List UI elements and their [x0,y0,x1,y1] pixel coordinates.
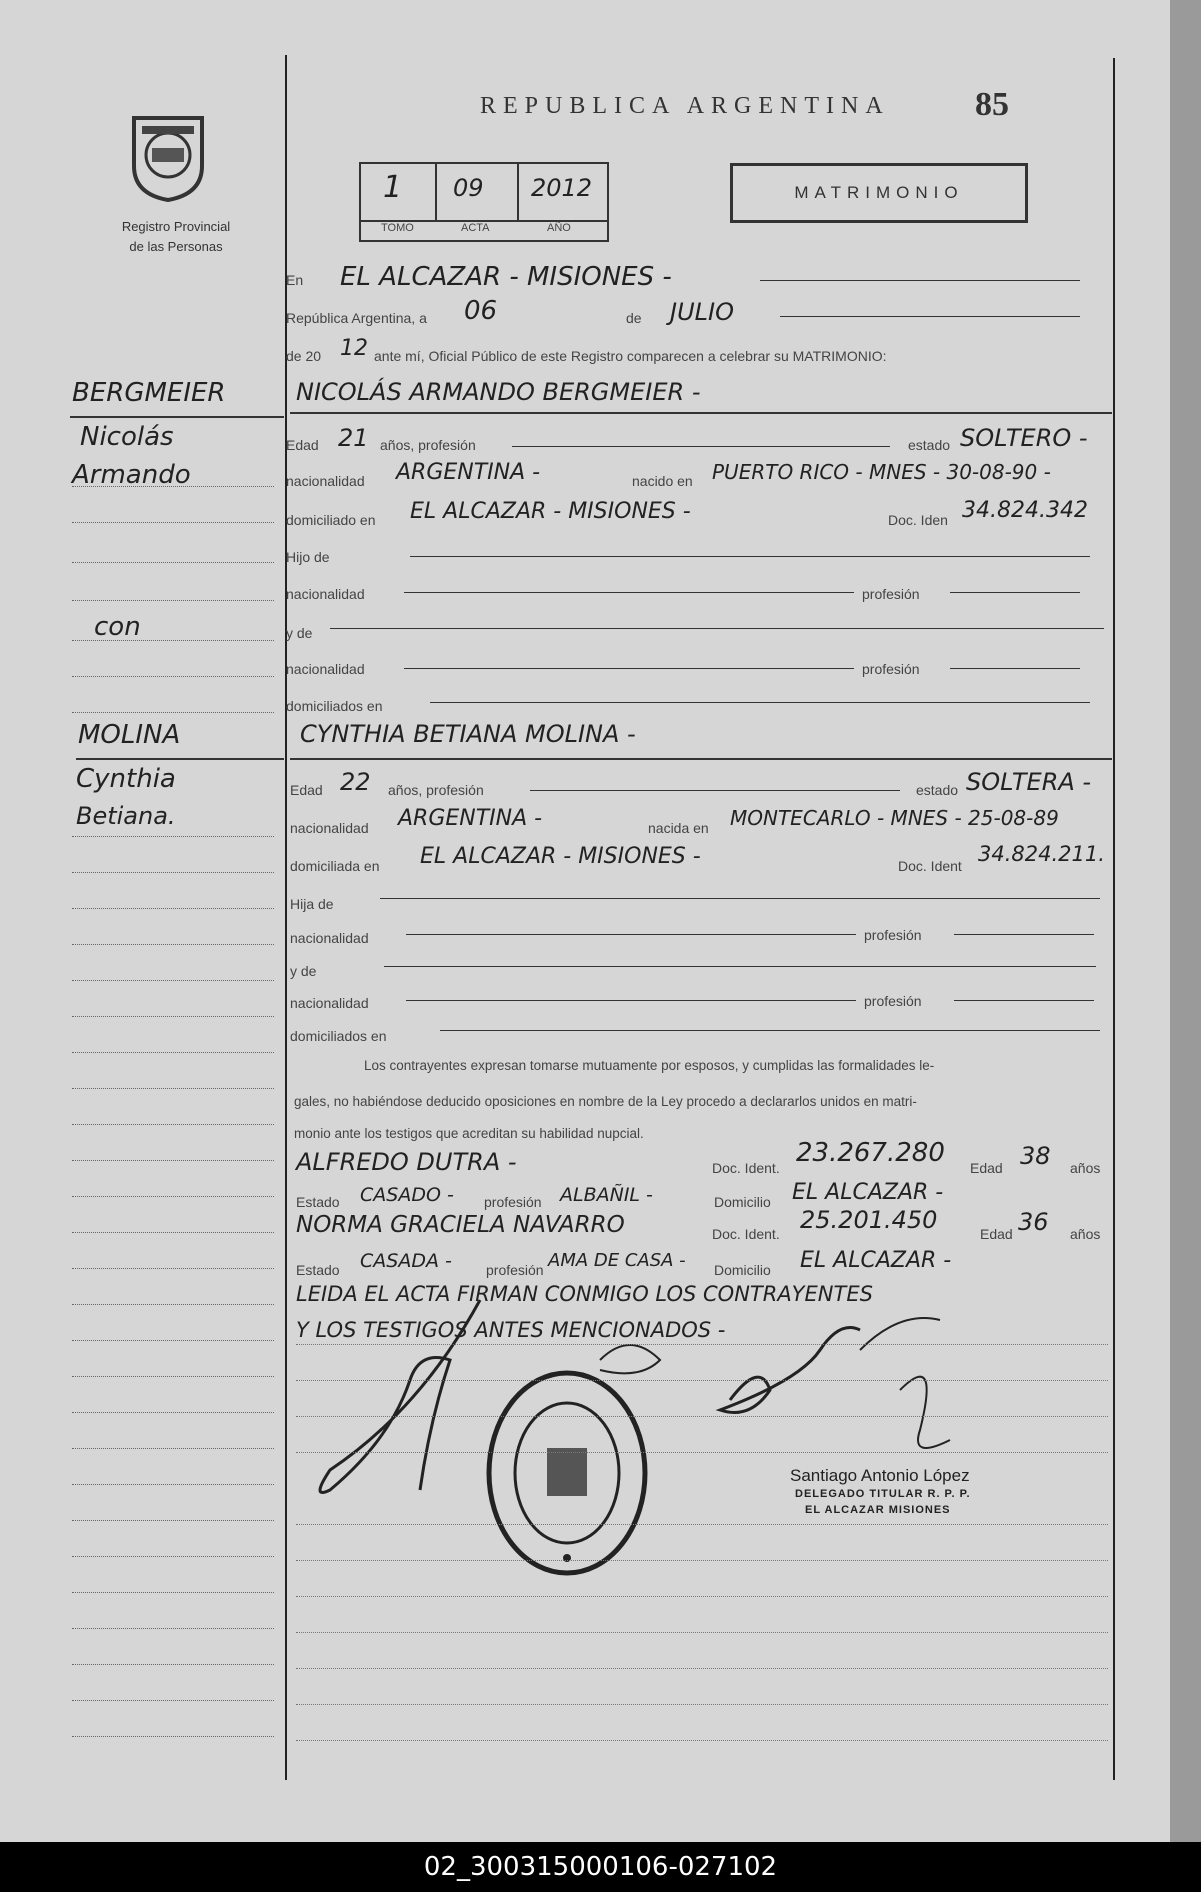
margin-line [72,1412,274,1413]
witness1-dom: EL ALCAZAR - [792,1180,944,1205]
bride-domicile: EL ALCAZAR - MISIONES - [420,844,701,869]
body-line [296,1740,1108,1741]
tomo-label: TOMO [381,222,414,234]
groom-prof-label: profesión [862,586,920,602]
bride-yde-line [384,966,1096,967]
witness2-estado-label: Estado [296,1262,340,1278]
place-line [760,280,1080,281]
margin-groom-surname: BERGMEIER [72,378,226,408]
margin-line [72,1232,274,1233]
registry-caption [96,217,256,257]
groom-doc-label: Doc. Iden [888,512,948,528]
bride-hija-line [380,898,1100,899]
en-label: En [286,272,304,288]
bride-doms-line [440,1030,1100,1031]
witness1-name: ALFREDO DUTRA - [296,1148,517,1176]
bride-nac2-line [406,934,856,935]
groom-nationality: ARGENTINA - [396,460,541,485]
margin-bride-rule [76,758,284,760]
scan-id-footer: 02_300315000106-027102 [0,1842,1201,1892]
witness1-age: 38 [1020,1142,1051,1170]
groom-domicile: EL ALCAZAR - MISIONES - [410,499,691,524]
bride-profesion-label: años, profesión [388,782,484,798]
body-line [296,1596,1108,1597]
margin-line [72,486,274,487]
place-value: EL ALCAZAR - MISIONES - [340,262,672,292]
margin-line [72,1628,274,1629]
groom-nac3-line [404,668,854,669]
registry-line2: de las Personas [129,239,223,254]
margin-groom-second: Armando [72,460,191,490]
body-line [296,1668,1108,1669]
groom-nac-label: nacionalidad [286,473,365,489]
margin-bride-first: Cynthia [76,764,176,794]
groom-hijo-line [410,556,1090,557]
body-line [296,1344,1108,1345]
tomo-value: 1 [383,170,403,205]
document-type-box: MATRIMONIO [730,163,1028,223]
margin-line [72,522,274,523]
groom-doms-line [430,702,1090,703]
groom-yde-line [330,628,1104,629]
witness1-anos: años [1070,1160,1101,1176]
margin-line [72,562,274,563]
margin-line [72,1016,274,1017]
margin-line [72,1520,274,1521]
bride-nationality: ARGENTINA - [398,806,543,831]
bride-profesion-line [530,790,900,791]
country-heading: REPUBLICA ARGENTINA [480,93,890,119]
groom-birth: PUERTO RICO - MNES - 30-08-90 - [712,460,1051,484]
bride-name: CYNTHIA BETIANA MOLINA - [300,720,636,748]
margin-line [72,1124,274,1125]
body-line-2: gales, no habiéndose deducido oposiciones en nombre de la Ley procedo a declararlos unidos en matri- [294,1094,917,1109]
bride-nacida-label: nacida en [648,820,709,836]
witness1-edad-label: Edad [970,1160,1003,1176]
bride-edad-label: Edad [290,782,323,798]
bride-prof-label: profesión [864,927,922,943]
bride-prof-line [954,934,1094,935]
groom-estado-label: estado [908,437,951,453]
witness2-anos: años [1070,1226,1101,1242]
margin-line [72,1736,274,1737]
bride-estado-label: estado [916,782,959,798]
margin-line [72,712,274,713]
bride-birth: MONTECARLO - MNES - 25-08-89 [730,806,1059,830]
registry-seal-icon [128,110,208,204]
witness1-estado: CASADO - [360,1184,454,1206]
groom-nacido-label: nacido en [632,473,693,489]
margin-line [72,1376,274,1377]
groom-nac2-line [404,592,854,593]
margin-line [72,1052,274,1053]
witness1-estado-label: Estado [296,1194,340,1210]
margin-line [72,1664,274,1665]
groom-yde-label: y de [286,625,313,641]
groom-doms-label: domiciliados en [286,698,383,714]
month-line [780,316,1080,317]
bride-estado: SOLTERA - [966,768,1092,796]
witness2-prof-label: profesión [486,1262,544,1278]
margin-line [72,980,274,981]
signatory-place: EL ALCAZAR MISIONES [805,1504,951,1516]
body-line [296,1704,1108,1705]
witness1-prof-label: profesión [484,1194,542,1210]
margin-line [72,1340,274,1341]
de-label: de [626,310,642,326]
official-stamp-icon [484,1368,650,1578]
bride-doms-label: domiciliados en [290,1028,387,1044]
margin-line [72,908,274,909]
bride-prof2-line [954,1000,1094,1001]
margin-line [72,1196,274,1197]
groom-prof2-line [950,668,1080,669]
margin-line [72,1592,274,1593]
groom-prof-line [950,592,1080,593]
year-suffix: 12 [340,336,368,361]
body-line-3: monio ante los testigos que acreditan su habilidad nupcial. [294,1126,644,1141]
witness2-age: 36 [1018,1208,1049,1236]
margin-line [72,872,274,873]
witness2-dom: EL ALCAZAR - [800,1248,952,1273]
witness2-name: NORMA GRACIELA NAVARRO [296,1212,625,1238]
bride-yde-label: y de [290,963,317,979]
margin-groom-rule [70,416,284,418]
groom-dom-label: domiciliado en [286,512,376,528]
right-rule [1113,58,1115,1780]
acta-label: ACTA [461,222,490,234]
body-line [296,1380,1108,1381]
body-line-1: Los contrayentes expresan tomarse mutuamente por esposos, y cumplidas las formalidades le- [364,1058,935,1073]
body-line [296,1452,1108,1453]
bride-name-rule [290,758,1112,760]
margin-line [72,1160,274,1161]
groom-prof2-label: profesión [862,661,920,677]
margin-line [72,1448,274,1449]
margin-line [72,944,274,945]
groom-doc: 34.824.342 [962,498,1088,523]
witness2-dom-label: Domicilio [714,1262,771,1278]
bride-hija-label: Hija de [290,896,334,912]
body-line [296,1524,1108,1525]
witness1-doc: 23.267.280 [796,1138,945,1168]
witness2-doc: 25.201.450 [800,1206,938,1234]
signatory-name: Santiago Antonio López [790,1466,970,1485]
acta-value: 09 [453,174,484,202]
bride-doc-label: Doc. Ident [898,858,962,874]
bride-nac-label: nacionalidad [290,820,369,836]
registry-line1: Registro Provincial [121,219,231,234]
closing-line-1: LEIDA EL ACTA FIRMAN CONMIGO LOS CONTRAYENTES [296,1282,873,1306]
margin-line [72,1484,274,1485]
ano-label: AÑO [547,222,571,234]
groom-edad-label: Edad [286,437,319,453]
margin-line [72,1088,274,1089]
margin-line [72,1268,274,1269]
margin-line [72,1700,274,1701]
body-line [296,1416,1108,1417]
margin-line [72,640,274,641]
page-edge [1170,0,1201,1842]
bride-age: 22 [340,768,371,796]
month-value: JULIO [670,298,734,326]
witness1-dom-label: Domicilio [714,1194,771,1210]
margin-bride-second: Betiana. [76,802,176,830]
body-line [296,1632,1108,1633]
witness2-estado: CASADA - [360,1250,452,1272]
bride-nac2-label: nacionalidad [290,930,369,946]
page-number: 85 [975,86,1009,123]
ano-value: 2012 [531,174,593,202]
bride-dom-label: domiciliada en [290,858,380,874]
margin-line [72,676,274,677]
groom-estado: SOLTERO - [960,424,1088,452]
groom-name-rule [290,412,1112,414]
bride-doc: 34.824.211. [978,842,1105,866]
groom-nac3-label: nacionalidad [286,661,365,677]
witness2-edad-label: Edad [980,1226,1013,1242]
bride-prof2-label: profesión [864,993,922,1009]
statement-text: ante mí, Oficial Público de este Registro comparecen a celebrar su MATRIMONIO: [374,348,887,364]
margin-line [72,1304,274,1305]
groom-nac2-label: nacionalidad [286,586,365,602]
bride-nac3-line [406,1000,856,1001]
signatory-title: DELEGADO TITULAR R. P. P. [795,1488,971,1500]
groom-name: NICOLÁS ARMANDO BERGMEIER - [296,378,701,406]
margin-groom-first: Nicolás [80,422,174,452]
margin-line [72,600,274,601]
bride-nac3-label: nacionalidad [290,995,369,1011]
groom-profesion-line [512,446,890,447]
margin-line [72,836,274,837]
margin-line [72,1556,274,1557]
witness1-prof: ALBAÑIL - [560,1184,653,1206]
body-line [296,1560,1108,1561]
day-value: 06 [464,296,498,326]
record-table [359,162,609,242]
groom-profesion-label: años, profesión [380,437,476,453]
witness2-doc-label: Doc. Ident. [712,1226,780,1242]
margin-con: con [94,612,141,642]
witness1-doc-label: Doc. Ident. [712,1160,780,1176]
margin-bride-surname: MOLINA [78,720,181,750]
closing-line-2: Y LOS TESTIGOS ANTES MENCIONADOS - [296,1318,726,1342]
groom-hijo-label: Hijo de [286,549,330,565]
republica-label: República Argentina, a [286,310,427,326]
groom-age: 21 [338,424,369,452]
witness2-prof: AMA DE CASA - [548,1250,686,1271]
year-prefix: de 20 [286,348,322,364]
